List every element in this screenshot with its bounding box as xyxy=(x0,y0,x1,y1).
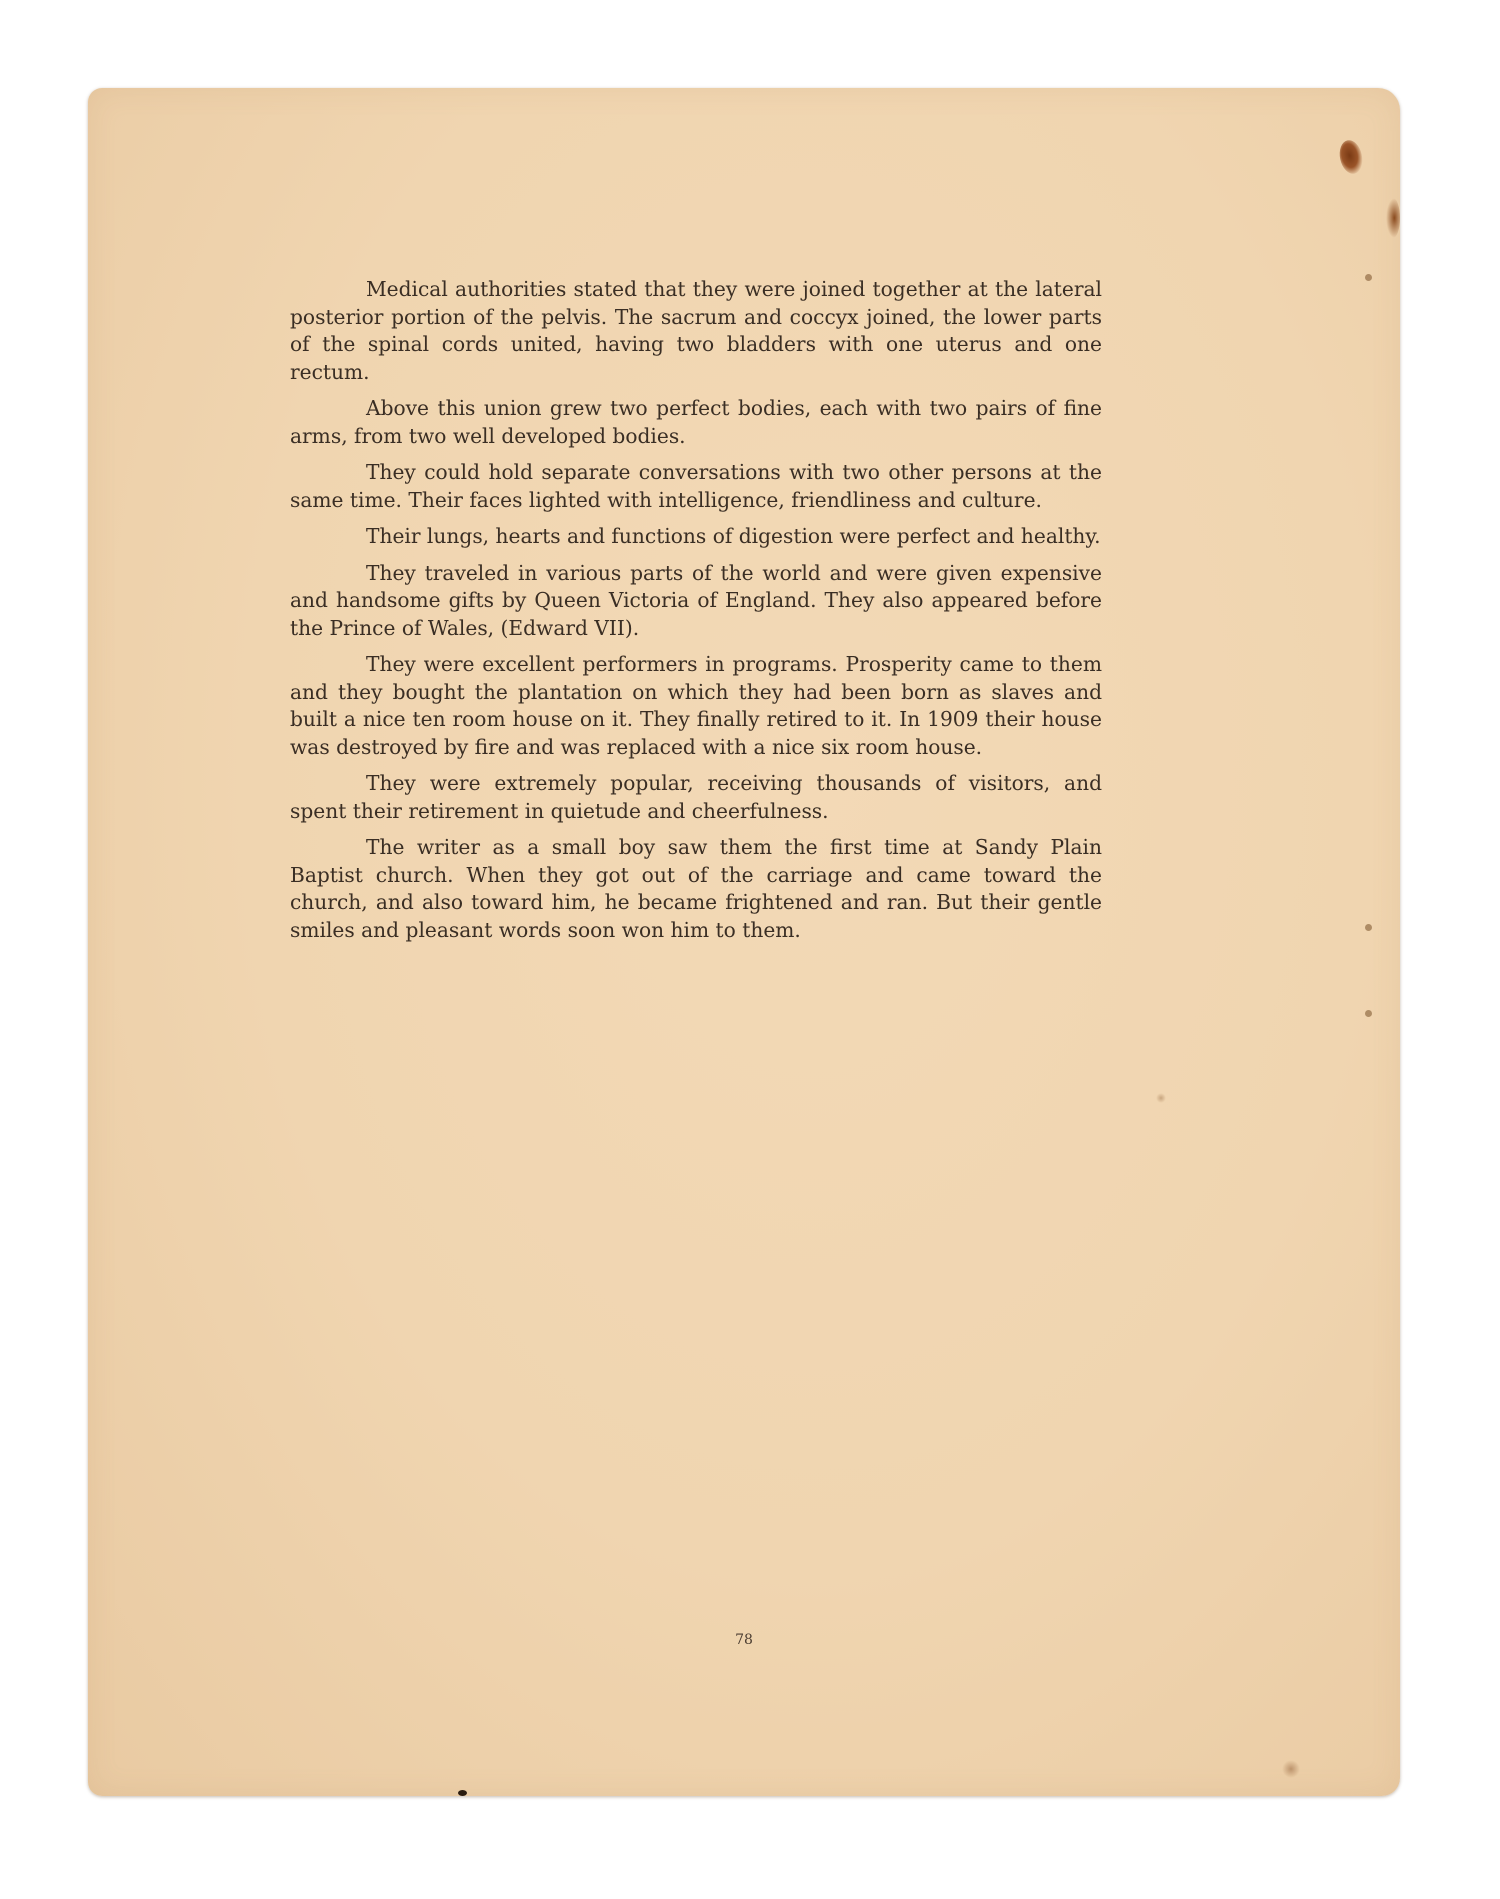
paragraph: They traveled in various parts of the world and were given expensive and handsome gifts by Queen Victoria of England. They also appeared before the Prince of Wales, (Edward VII). xyxy=(290,560,1102,640)
paragraph: They were excellent performers in programs. Prosperity came to them and they bought the plantation on which they had been born as slaves and built a nice ten room house on it. They finally retired to it. In 1909 their house was destroyed by fire and was replaced with a nice six room house. xyxy=(290,652,1102,759)
paper-spot xyxy=(1282,1760,1300,1778)
paragraph: Medical authorities stated that they were joined together at the lateral posterior portion of the pelvis. The sacrum and coccyx joined, the lower parts of the spinal cords united, having two bladders with one uterus and one rectum. xyxy=(290,277,1102,384)
paragraph: Their lungs, hearts and functions of digestion were perfect and healthy. xyxy=(366,524,1101,548)
body-text xyxy=(290,276,1102,953)
rust-stain xyxy=(1337,138,1366,176)
document-page xyxy=(88,88,1400,1796)
paragraph: The writer as a small boy saw them the first time at Sandy Plain Baptist church. When they got out of the carriage and came toward the church, and also toward him, he became frightened and ran. But their gentle smiles and pleasant words soon won him to them. xyxy=(290,835,1102,942)
paper-speck xyxy=(1365,1010,1372,1017)
page-number: 78 xyxy=(735,1632,753,1648)
rust-stain-edge xyxy=(1386,198,1400,238)
ink-dot xyxy=(458,1790,467,1796)
paper-speck xyxy=(1365,924,1372,931)
paragraph: Above this union grew two perfect bodies, each with two pairs of fine arms, from two well developed bodies. xyxy=(290,396,1102,448)
paragraph: They could hold separate conversations with two other persons at the same time. Their faces lighted with intelligence, friendliness and culture. xyxy=(290,460,1102,512)
paper-speck xyxy=(1365,274,1372,281)
paragraph: They were extremely popular, receiving thousands of visitors, and spent their retirement in quietude and cheerfulness. xyxy=(290,771,1102,823)
paper-spot xyxy=(1156,1093,1166,1103)
